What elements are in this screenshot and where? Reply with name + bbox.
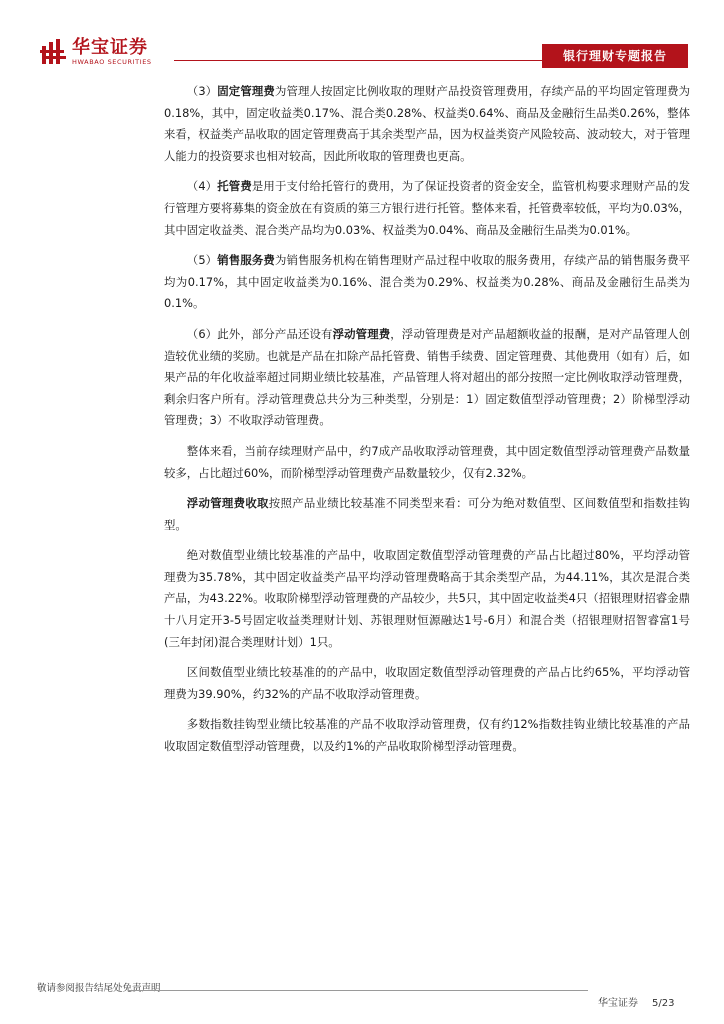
paragraph-text: 绝对数值型业绩比较基准的产品中，收取固定数值型浮动管理费的产品占比超过80%，平均浮动管理费为35.78%，其中固定收益类产品平均浮动管理费略高于其余类型产品，为44.11%，其次是混合类产品，为43.22%。收取阶梯型浮动管理费的产品较少，共5只，其中固定收益类4只（招银理财招睿金鼎十八月定开3-5号固定收益类理财计划、苏银理财恒源融达1号-6月）和混合类（招银理财招智睿富1号(三年封闭)混合类理财计划）1只。 (164, 548, 690, 649)
footer-divider (128, 990, 588, 991)
page-header (0, 0, 724, 72)
paragraph-term: 固定管理费 (217, 84, 275, 98)
paragraph-term: 销售服务费 (217, 253, 275, 268)
brand-name-cn: 华宝证券 (72, 37, 148, 58)
paragraph-lead: （5） (186, 253, 218, 268)
body-paragraph (164, 545, 690, 653)
paragraph-lead: （6）此外，部分产品还设有 (186, 326, 333, 341)
paragraph-term: 浮动管理费收取 (186, 496, 269, 511)
footer-company: 华宝证券 (598, 998, 638, 1009)
report-body (164, 81, 690, 767)
paragraph-text: 按照产品业绩比较基准不同类型来看：可分为绝对数值型、区间数值型和指数挂钩型。 (164, 496, 690, 532)
brand-name-en: HWABAO SECURITIES (72, 58, 152, 66)
report-type-badge: 银行理财专题报告 (542, 44, 688, 68)
paragraph-text: 为管理人按固定比例收取的理财产品投资管理费用，存续产品的平均固定管理费为0.18%，其中，固定收益类0.17%、混合类0.28%、权益类0.64%、商品及金融衍生品类0.26%，整体来看，权益类产品收取的固定管理费高于其余类型产品，因为权益类资产风险较高、波动较大，对于管理人能力的投资要求也相对较高，因此所收取的管理费也更高。 (164, 84, 690, 163)
paragraph-text: ，浮动管理费是对产品超额收益的报酬，是对产品管理人创造较优业绩的奖励。也就是产品在扣除产品托管费、销售手续费、固定管理费、其他费用（如有）后，如果产品的年化收益率超过同期业绩比较基准，产品管理人将对超出的部分按照一定比例收取浮动管理费，剩余归客户所有。浮动管理费总共分为三种类型，分别是：1）固定数值型浮动管理费；2）阶梯型浮动管理费；3）不收取浮动管理费。 (164, 326, 690, 428)
body-paragraph (164, 176, 690, 241)
paragraph-lead: （3） (186, 84, 218, 98)
paragraph-text: 整体来看，当前存续理财产品中，约7成产品收取浮动管理费，其中固定数值型浮动管理费产品数量较多，占比超过60%，而阶梯型浮动管理费产品数量较少，仅有2.32%。 (164, 443, 690, 480)
footer-info (598, 994, 688, 1009)
paragraph-term: 浮动管理费 (332, 326, 391, 341)
company-logo (40, 38, 180, 68)
body-paragraph (164, 324, 690, 432)
paragraph-lead: （4） (186, 179, 218, 194)
paragraph-text: 是用于支付给托管行的费用，为了保证投资者的资金安全，监管机构要求理财产品的发行管理方要将募集的资金放在有资质的第三方银行进行托管。整体来看，托管费率较低，平均为0.03%，其中固定收益类、混合类产品均为0.03%、权益类为0.04%、商品及金融衍生品类为0.01%。 (164, 179, 690, 237)
page-number: 5/23 (652, 998, 675, 1009)
paragraph-text: 区间数值型业绩比较基准的的产品中，收取固定数值型浮动管理费的产品占比约65%，平均浮动管理费为39.90%，约32%的产品不收取浮动管理费。 (164, 665, 690, 701)
body-paragraph (164, 81, 690, 167)
body-paragraph (164, 250, 690, 315)
paragraph-term: 托管费 (217, 179, 252, 194)
header-divider (174, 60, 542, 61)
logo-mark-icon (40, 38, 68, 66)
body-paragraph (164, 493, 690, 536)
body-paragraph (164, 714, 690, 757)
body-paragraph (164, 662, 690, 705)
footer-disclaimer: 敬请参阅报告结尾处免责声明 (37, 983, 161, 994)
paragraph-text: 为销售服务机构在销售理财产品过程中收取的服务费用，存续产品的销售服务费平均为0.17%，其中固定收益类为0.16%、混合类为0.29%、权益类为0.28%、商品及金融衍生品类为0.1%。 (164, 253, 690, 311)
paragraph-text: 多数指数挂钩型业绩比较基准的产品不收取浮动管理费，仅有约12%指数挂钩业绩比较基准的产品收取固定数值型浮动管理费，以及约1%的产品收取阶梯型浮动管理费。 (164, 717, 690, 754)
body-paragraph (164, 441, 690, 484)
